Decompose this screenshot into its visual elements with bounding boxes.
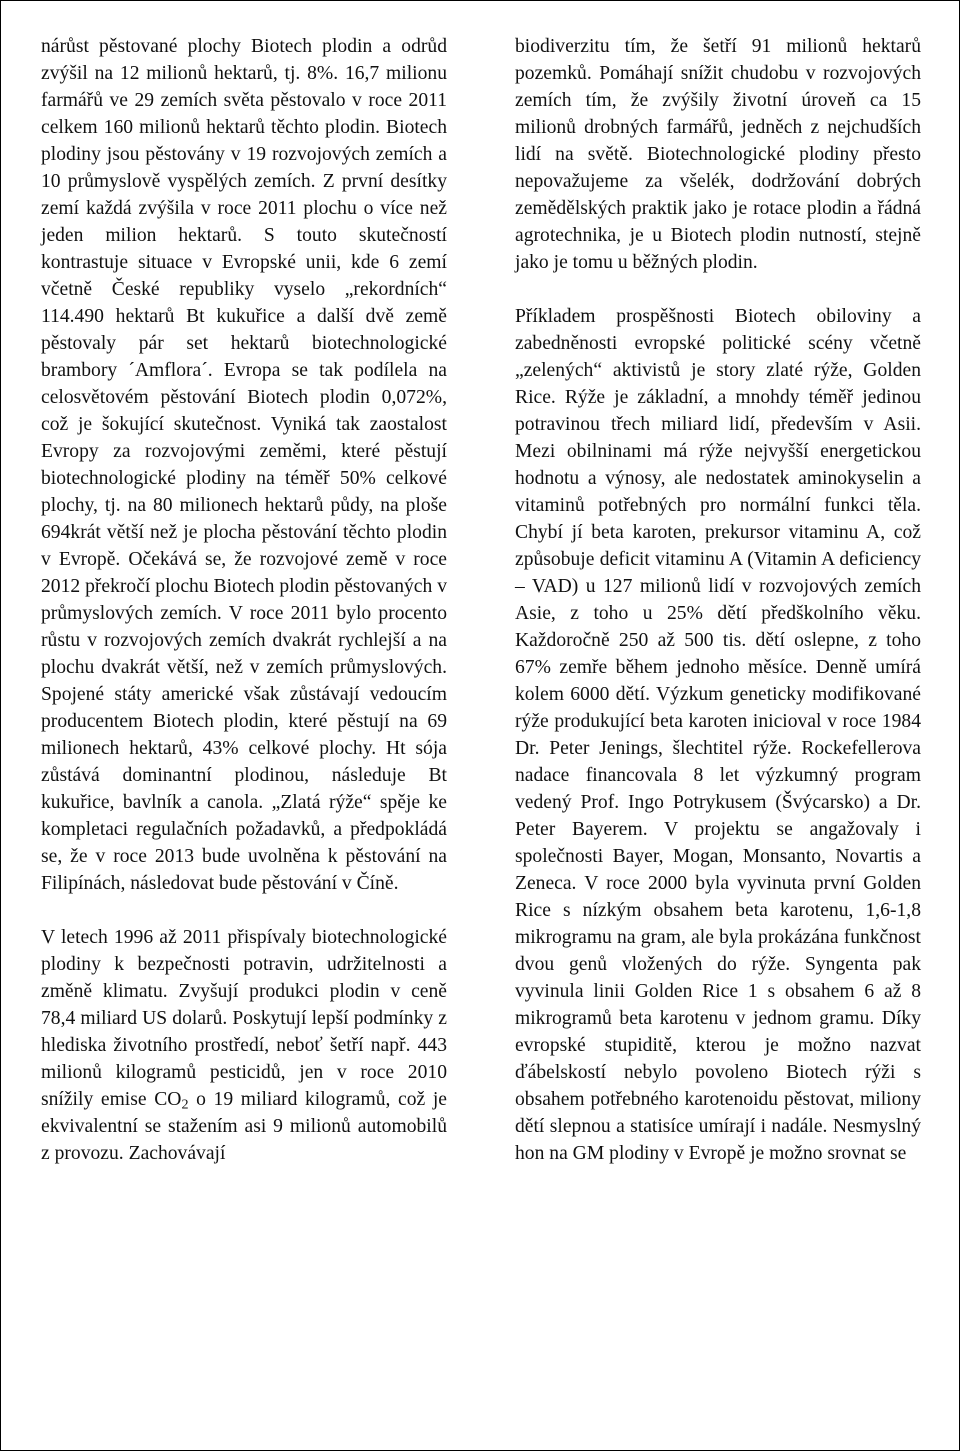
co2-subscript: 2: [181, 1096, 189, 1113]
left-paragraph-1: nárůst pěstované plochy Biotech plodin a odrůd zvýšil na 12 milionů hektarů, tj. 8%. 16,7 milionu farmářů ve 29 zemích světa pěstovalo v roce 2011 celkem 160 milionů hektarů těchto plodin. Biotech plodiny jsou pěstovány v 19 rozvojových zemích a 10 průmyslově vyspělých zemích. Z první desítky zemí každá zvýšila v roce 2011 plochu o více než jeden milion hektarů. S touto skutečností kontrastuje situace v Evropské unii, kde 6 zemí včetně České republiky vyselo „rekordních“ 114.490 hektarů Bt kukuřice a další dvě země pěstovaly pár set hektarů biotechnologické brambory ´Amflora´. Evropa se tak podílela na celosvětovém pěstování Biotech plodin 0,072%, což je šokující skutečnost. Vyniká tak zaostalost Evropy za rozvojovými zeměmi, které pěstují biotechnologické plodiny na téměř 50% celkové plochy, tj. na 80 milionech hektarů půdy, na ploše 694krát větší než je plocha pěstování těchto plodin v Evropě. Očekává se, že rozvojové země v roce 2012 překročí plochu Biotech plodin pěstovaných v průmyslových zemích. V roce 2011 bylo procento růstu v rozvojových zemích dvakrát rychlejší a na plochu dvakrát větší, než v zemích průmyslových. Spojené státy americké však zůstávají vedoucím producentem Biotech plodin, které pěstují na 69 milionech hektarů, 43% celkové plochy. Ht sója zůstává dominantní plodinou, následuje Bt kukuřice, bavlník a canola. „Zlatá rýže“ spěje ke kompletaci regulačních požadavků, a předpokládá se, že v roce 2013 bude uvolněna k pěstování na Filipínách, následovat bude pěstování v Číně.: [41, 36, 447, 894]
right-paragraph-2: Příkladem prospěšnosti Biotech obiloviny a zabedněnosti evropské politické scény včetně „zelených“ aktivistů je story zlaté rýže, Golden Rice. Rýže je základní, a mnohdy téměř jedinou potravinou třech miliard lidí, především v Asii. Mezi obilninami má rýže nejvyšší energetickou hodnotu a výnosy, ale nedostatek aminokyselin a vitaminů potřebných pro normální funkci těla. Chybí jí beta karoten, prekursor vitaminu A, což způsobuje deficit vitaminu A (Vitamin A deficiency – VAD) u 127 milionů lidí v rozvojových zemích Asie, z toho u 25% dětí předškolního věku. Každoročně 250 až 500 tis. dětí oslepne, z toho 67% zemře během jednoho měsíce. Denně umírá kolem 6000 dětí. Výzkum geneticky modifikované rýže produkující beta karoten inicioval v roce 1984 Dr. Peter Jenings, šlechtitel rýže. Rockefellerova nadace financovala 8 let výzkumný program vedený Prof. Ingo Potrykusem (Švýcarsko) a Dr. Peter Bayerem. V projektu se angažovaly i společnosti Bayer, Mogan, Monsanto, Novartis a Zeneca. V roce 2000 byla vyvinuta první Golden Rice s nízkým obsahem beta karotenu, 1,6-1,8 mikrogramu na gram, ale byla prokázána funkčnost dvou genů vložených do rýže. Syngenta pak vyvinula linii Golden Rice 1 s obsahem 6 až 8 mikrogramů beta karotenu v jednom gramu. Díky evropské stupiditě, kterou je možno nazvat ďábelskostí nebylo povoleno Biotech rýži s obsahem potřebného karotenoidu pěstovat, miliony dětí slepnou a statisíce umírají i nadále. Nesmyslný hon na GM plodiny v Evropě je možno srovnat se: [515, 306, 921, 1164]
left-paragraph-2-text-b: o 19 miliard kilogramů, což je ekvivalentní se stažením asi 9 milionů automobilů z provozu. Zachovávají: [41, 1089, 448, 1164]
right-column: [515, 33, 921, 1167]
left-column: [41, 33, 447, 1167]
left-paragraph-2: [41, 924, 447, 1167]
right-paragraph-1: biodiverzitu tím, že šetří 91 milionů hektarů pozemků. Pomáhají snížit chudobu v rozvojových zemích tím, že zvýšily životní úroveň ca 15 milionů drobných farmářů, jedněch z nejchudších lidí na světě. Biotechnologické plodiny přesto nepovažujeme za všelék, dodržování dobrých zemědělských praktik jako je rotace plodin a řádná agrotechnika, je u Biotech plodin nutností, stejně jako je tomu u běžných plodin.: [515, 36, 921, 273]
left-paragraph-2-text-a: V letech 1996 až 2011 přispívaly biotechnologické plodiny k bezpečnosti potravin, udržitelnosti a změně klimatu. Zvyšují produkci plodin v ceně 78,4 miliard US dolarů. Poskytují lepší podmínky z hlediska životního prostředí, neboť šetří např. 443 milionů kilogramů pesticidů, jen v roce 2010 snížily emise CO: [41, 927, 447, 1110]
